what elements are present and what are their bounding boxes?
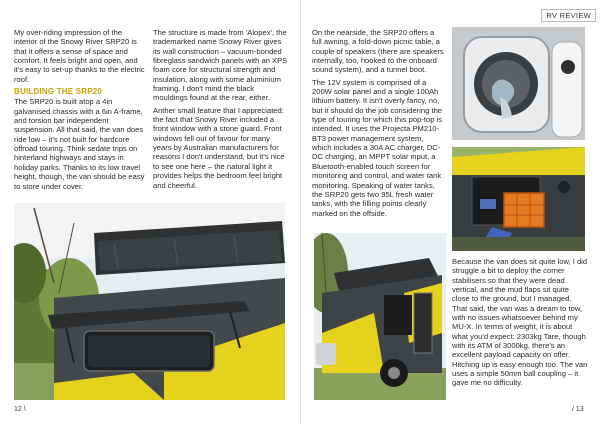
body-paragraph: The SRP20 is built atop a 4in galvanised chassis with a 6in A-frame, and torsion bar independent suspension. All that said, the van does ride low – it's not built for hardcore offroad touring. Think sedate trips on hinterland highways and stays in holiday parks. Thanks to its low travel height, though, the van should be easy to store under cover. (14, 97, 145, 191)
hatch-photo (452, 27, 585, 140)
left-column-2 (153, 28, 288, 193)
storage-photo (452, 147, 585, 251)
section-heading: BUILDING THE SRP20 (14, 87, 103, 97)
section-tag: RV REVIEW (541, 9, 596, 22)
body-paragraph: The 12V system is comprised of a 200W solar panel and a single 100Ah lithium battery. It isn't overly fancy, no, but it should do the job considering the type of touring for which this pop-top is intended. It uses the Projecta PM210-BT3 power management system, which includes a 30A AC charger, DC-DC charging, an MPPT solar input, a Bluetooth-enabled touch screen for monitoring and control, and water tank monitoring. Speaking of water tanks, the SRP20 gets two 95L fresh water tanks, with the filling points clearly marked on the offside. (312, 77, 443, 218)
caravan-front-illustration (14, 203, 285, 400)
storage-illustration (452, 147, 585, 251)
hatch-illustration (452, 27, 585, 140)
page-number-right: / 13 (572, 406, 584, 413)
caravan-side-photo (314, 233, 446, 400)
page-number-left: 12 \ (14, 406, 26, 413)
body-paragraph: Anther small feature that I appreciated: the fact that Snowy River included a front window with a stone guard. Front windows fell out of favour for many years by Australian manufacturers for reasons I don't understand, but it's nice to see one here – the natural light it provides helps the bedroom feel bright and cheerful. (153, 105, 285, 190)
left-column-1 (14, 28, 146, 194)
right-column-2 (452, 257, 588, 391)
caravan-front-photo (14, 203, 285, 400)
body-paragraph: Because the van does sit quite low, I did struggle a bit to deploy the corner stabilisers so that they were dead vertical, and the mud flaps sit quite close to the ground, but I managed. That said, the van was a dream to tow, with no issues whatsoever behind my MU-X. In terms of weight, it is about what you'd expect: 2303kg Tare, though with its ATM of 3000kg, there's an excellent payload capacity on offer. Hitching up is easy enough too. The van uses a simple 50mm ball coupling – it gave me no difficulty. (452, 257, 588, 388)
body-paragraph: The structure is made from 'Alopex', the trademarked name Snowy River gives its wall construction – vacuum-bonded fibreglass sandwich panels with an XPS foam core for structural strength and insulation, along with some aluminium framing. I don't mind the black mouldings found at the rear, either. (153, 28, 288, 103)
right-column-1 (312, 28, 444, 221)
intro-paragraph: My over-riding impression of the interior of the Snowy River SRP20 is that it offers a sense of space and comfort. It feels bright and open, and it's easy to set-up thanks to the electric roof. (14, 28, 145, 84)
caravan-side-illustration (314, 233, 446, 400)
body-paragraph: On the nearside, the SRP20 offers a full awning, a fold-down picnic table, a couple of speakers (there are speakers internally, too, hooked to the onboard sound system), and a tunnel boot. (312, 28, 444, 75)
page-gutter (300, 0, 301, 424)
